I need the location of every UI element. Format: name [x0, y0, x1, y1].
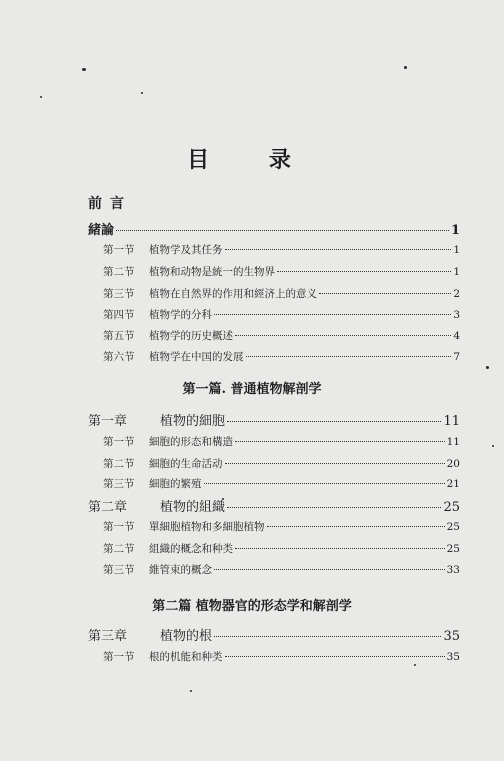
section-label: 組織的概念和种类 — [149, 543, 233, 555]
section-number: 第二节 — [103, 543, 135, 555]
toc-section-entry — [103, 328, 460, 343]
section-label: 維管束的概念 — [149, 564, 212, 576]
toc-section-entry — [103, 519, 460, 534]
toc-section-entry — [103, 541, 460, 556]
section-number: 第三节 — [103, 478, 135, 490]
dot-leader — [235, 441, 445, 442]
section-number: 第二节 — [103, 266, 135, 278]
dot-leader — [227, 507, 441, 508]
page-number: 1 — [450, 223, 460, 238]
page-number: 21 — [446, 478, 460, 490]
toc-chapter-entry — [88, 496, 460, 515]
toc-section-entry — [103, 476, 460, 491]
section-number: 第一节 — [103, 521, 135, 533]
chapter-label: 植物的細胞 — [160, 414, 226, 429]
chapter-label: 植物的組織 — [160, 500, 226, 515]
dot-leader — [214, 569, 445, 570]
section-number: 第一节 — [103, 244, 135, 256]
section-label: 植物学及其任务 — [149, 244, 223, 256]
section-label: 細胞的生命活动 — [149, 458, 223, 470]
dot-leader — [214, 314, 451, 315]
section-label: 植物在自然界的作用和經济上的意义 — [149, 288, 317, 300]
page-number: 35 — [446, 651, 460, 663]
entry-label: 緒論 — [88, 223, 115, 238]
section-number: 第五节 — [103, 330, 135, 342]
page-number: 3 — [453, 309, 460, 321]
section-number: 第二节 — [103, 458, 135, 470]
page-number: 11 — [446, 436, 460, 448]
dot-leader — [235, 335, 451, 336]
section-label: 植物和动物是統一的生物界 — [149, 266, 275, 278]
dot-leader — [319, 293, 451, 294]
dot-leader — [225, 656, 445, 657]
scan-speck — [190, 690, 192, 692]
page-number: 7 — [453, 351, 460, 363]
page-number: 1 — [453, 244, 460, 256]
scan-speck — [141, 92, 143, 94]
toc-section-entry — [103, 456, 460, 471]
section-label: 細胞的形态和構造 — [149, 436, 233, 448]
page-number: 20 — [446, 458, 460, 470]
scan-speck — [404, 66, 407, 69]
section-number: 第三节 — [103, 288, 135, 300]
scan-speck — [486, 366, 489, 369]
page-number: 33 — [446, 564, 460, 576]
dot-leader — [246, 356, 452, 357]
section-number: 第六节 — [103, 351, 135, 363]
page-number: 1 — [453, 266, 460, 278]
scan-speck — [40, 96, 42, 98]
section-label: 植物学的历史概述 — [149, 330, 233, 342]
toc-section-entry — [103, 562, 460, 577]
dot-leader — [235, 548, 445, 549]
scan-speck — [492, 445, 494, 447]
dot-leader — [116, 230, 449, 231]
page-number: 35 — [443, 629, 460, 644]
scan-speck — [414, 664, 416, 666]
dot-leader — [227, 421, 441, 422]
page-title: 目 录 — [187, 147, 317, 173]
chapter-number: 第一章 — [88, 414, 128, 429]
part-heading: 第二篇 植物器官的形态学和解剖学 — [152, 599, 352, 614]
toc-section-entry — [103, 434, 460, 449]
page-number: 2 — [453, 288, 460, 300]
toc-section-entry — [103, 349, 460, 364]
preface-heading: 前言 — [88, 196, 132, 212]
toc-section-entry — [103, 264, 460, 279]
toc-section-entry — [103, 307, 460, 322]
toc-section-entry — [103, 242, 460, 257]
chapter-label: 植物的根 — [160, 629, 213, 644]
toc-entry-intro — [88, 219, 460, 238]
part-heading: 第一篇. 普通植物解剖学 — [182, 382, 322, 397]
dot-leader — [277, 271, 451, 272]
toc-chapter-entry — [88, 625, 460, 644]
page-number: 25 — [446, 543, 460, 555]
dot-leader — [204, 483, 445, 484]
section-label: 細胞的繁殖 — [149, 478, 202, 490]
section-number: 第三节 — [103, 564, 135, 576]
section-label: 植物学在中国的发展 — [149, 351, 244, 363]
section-number: 第四节 — [103, 309, 135, 321]
section-label: 植物学的分科 — [149, 309, 212, 321]
section-number: 第一节 — [103, 651, 135, 663]
page-number: 25 — [446, 521, 460, 533]
toc-section-entry — [103, 286, 460, 301]
dot-leader — [225, 463, 445, 464]
page-number: 11 — [443, 414, 460, 429]
page-number: 25 — [443, 500, 460, 515]
section-label: 根的机能和种类 — [149, 651, 223, 663]
section-number: 第一节 — [103, 436, 135, 448]
chapter-number: 第三章 — [88, 629, 128, 644]
dot-leader — [225, 249, 452, 250]
toc-section-entry — [103, 649, 460, 664]
dot-leader — [267, 526, 445, 527]
scan-speck — [82, 68, 86, 71]
dot-leader — [214, 636, 441, 637]
chapter-number: 第二章 — [88, 500, 128, 515]
toc-chapter-entry — [88, 410, 460, 429]
section-label: 單細胞植物和多細胞植物 — [149, 521, 265, 533]
page-number: 4 — [453, 330, 460, 342]
